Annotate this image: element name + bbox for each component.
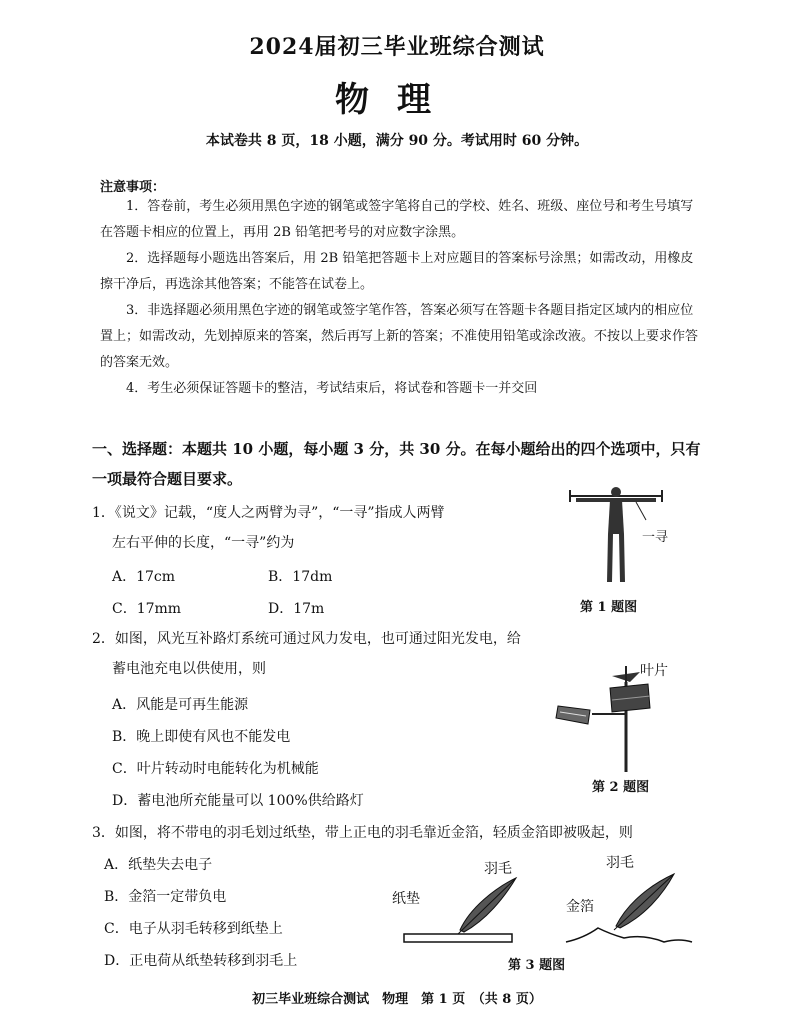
q1-option-c: C．17mm <box>112 601 182 617</box>
q1-figure-caption: 第 1 题图 <box>580 600 638 615</box>
q3-figure-caption: 第 3 题图 <box>508 958 566 973</box>
q1-stem-line2: 左右平伸的长度，“一寻”约为 <box>112 535 295 551</box>
q3-paper-label: 纸垫 <box>392 891 420 907</box>
q1-option-a: A．17cm <box>112 569 176 585</box>
q3-feather-label-2: 羽毛 <box>606 855 634 871</box>
q3-option-c: C．电子从羽毛转移到纸垫上 <box>104 921 283 937</box>
q1-option-d: D．17m <box>268 601 325 617</box>
notice-item-1: 1．答卷前，考生必须用黑色字迹的钢笔或签字笔将自己的学校、姓名、班级、座位号和考生号填写在答题卡相应的位置上，再用 2B 铅笔把考号的对应数字涂黑。 <box>100 199 694 240</box>
exam-info: 本试卷共 8 页，18 小题，满分 90 分。考试用时 60 分钟。 <box>205 133 589 149</box>
notice-heading: 注意事项： <box>100 180 166 195</box>
page-footer: 初三毕业班综合测试 物理 第 1 页 （共 8 页） <box>252 992 542 1007</box>
q3-foil-label: 金箔 <box>566 899 594 915</box>
q2-stem-line2: 蓄电池充电以供使用，则 <box>112 661 266 677</box>
q1-option-b: B．17dm <box>268 569 333 585</box>
q3-option-a: A．纸垫失去电子 <box>104 857 213 873</box>
q2-figure-label: 叶片 <box>640 663 668 679</box>
q2-stem-line1: 2．如图，风光互补路灯系统可通过风力发电，也可通过阳光发电，给 <box>92 631 521 647</box>
notice-item-3: 3．非选择题必须用黑色字迹的钢笔或签字笔作答，答案必须写在答题卡各题目指定区域内的相应位置上；如需改动，先划掉原来的答案，然后再写上新的答案；不准使用铅笔或涂改液。不按以上要求作答的答案无效。 <box>100 303 699 370</box>
notice-item-2: 2．选择题每小题选出答案后，用 2B 铅笔把答题卡上对应题目的答案标号涂黑；如需改动，用橡皮擦干净后，再选涂其他答案；不能答在试卷上。 <box>100 251 694 292</box>
q2-figure-caption: 第 2 题图 <box>592 780 650 795</box>
q3-feather-label-1: 羽毛 <box>484 861 512 877</box>
q2-option-a: A．风能是可再生能源 <box>112 697 249 713</box>
figure-3-feather-paper <box>400 868 520 948</box>
exam-title: 2024届初三毕业班综合测试 <box>249 34 545 60</box>
q3-option-b: B．金箔一定带负电 <box>104 889 227 905</box>
notice-item-4: 4．考生必须保证答题卡的整洁，考试结束后，将试卷和答题卡一并交回 <box>126 381 538 396</box>
q2-option-c: C．叶片转动时电能转化为机械能 <box>112 761 319 777</box>
subject-title: 物理 <box>335 80 459 120</box>
q1-figure-label: 一寻 <box>642 530 669 545</box>
section-heading: 一、选择题：本题共 10 小题，每小题 3 分，共 30 分。在每小题给出的四个选项中，只有一项最符合题目要求。 <box>92 440 701 488</box>
q1-stem-line1: 1．《说文》记载，“度人之两臂为寻”，“一寻”指成人两臂 <box>92 505 445 521</box>
q2-option-d: D．蓄电池所充能量可以 100%供给路灯 <box>112 793 364 809</box>
q3-option-d: D．正电荷从纸垫转移到羽毛上 <box>104 953 298 969</box>
q2-option-b: B．晚上即使有风也不能发电 <box>112 729 291 745</box>
q3-stem: 3．如图，将不带电的羽毛划过纸垫，带上正电的羽毛靠近金箔，轻质金箔即被吸起，则 <box>92 825 633 841</box>
